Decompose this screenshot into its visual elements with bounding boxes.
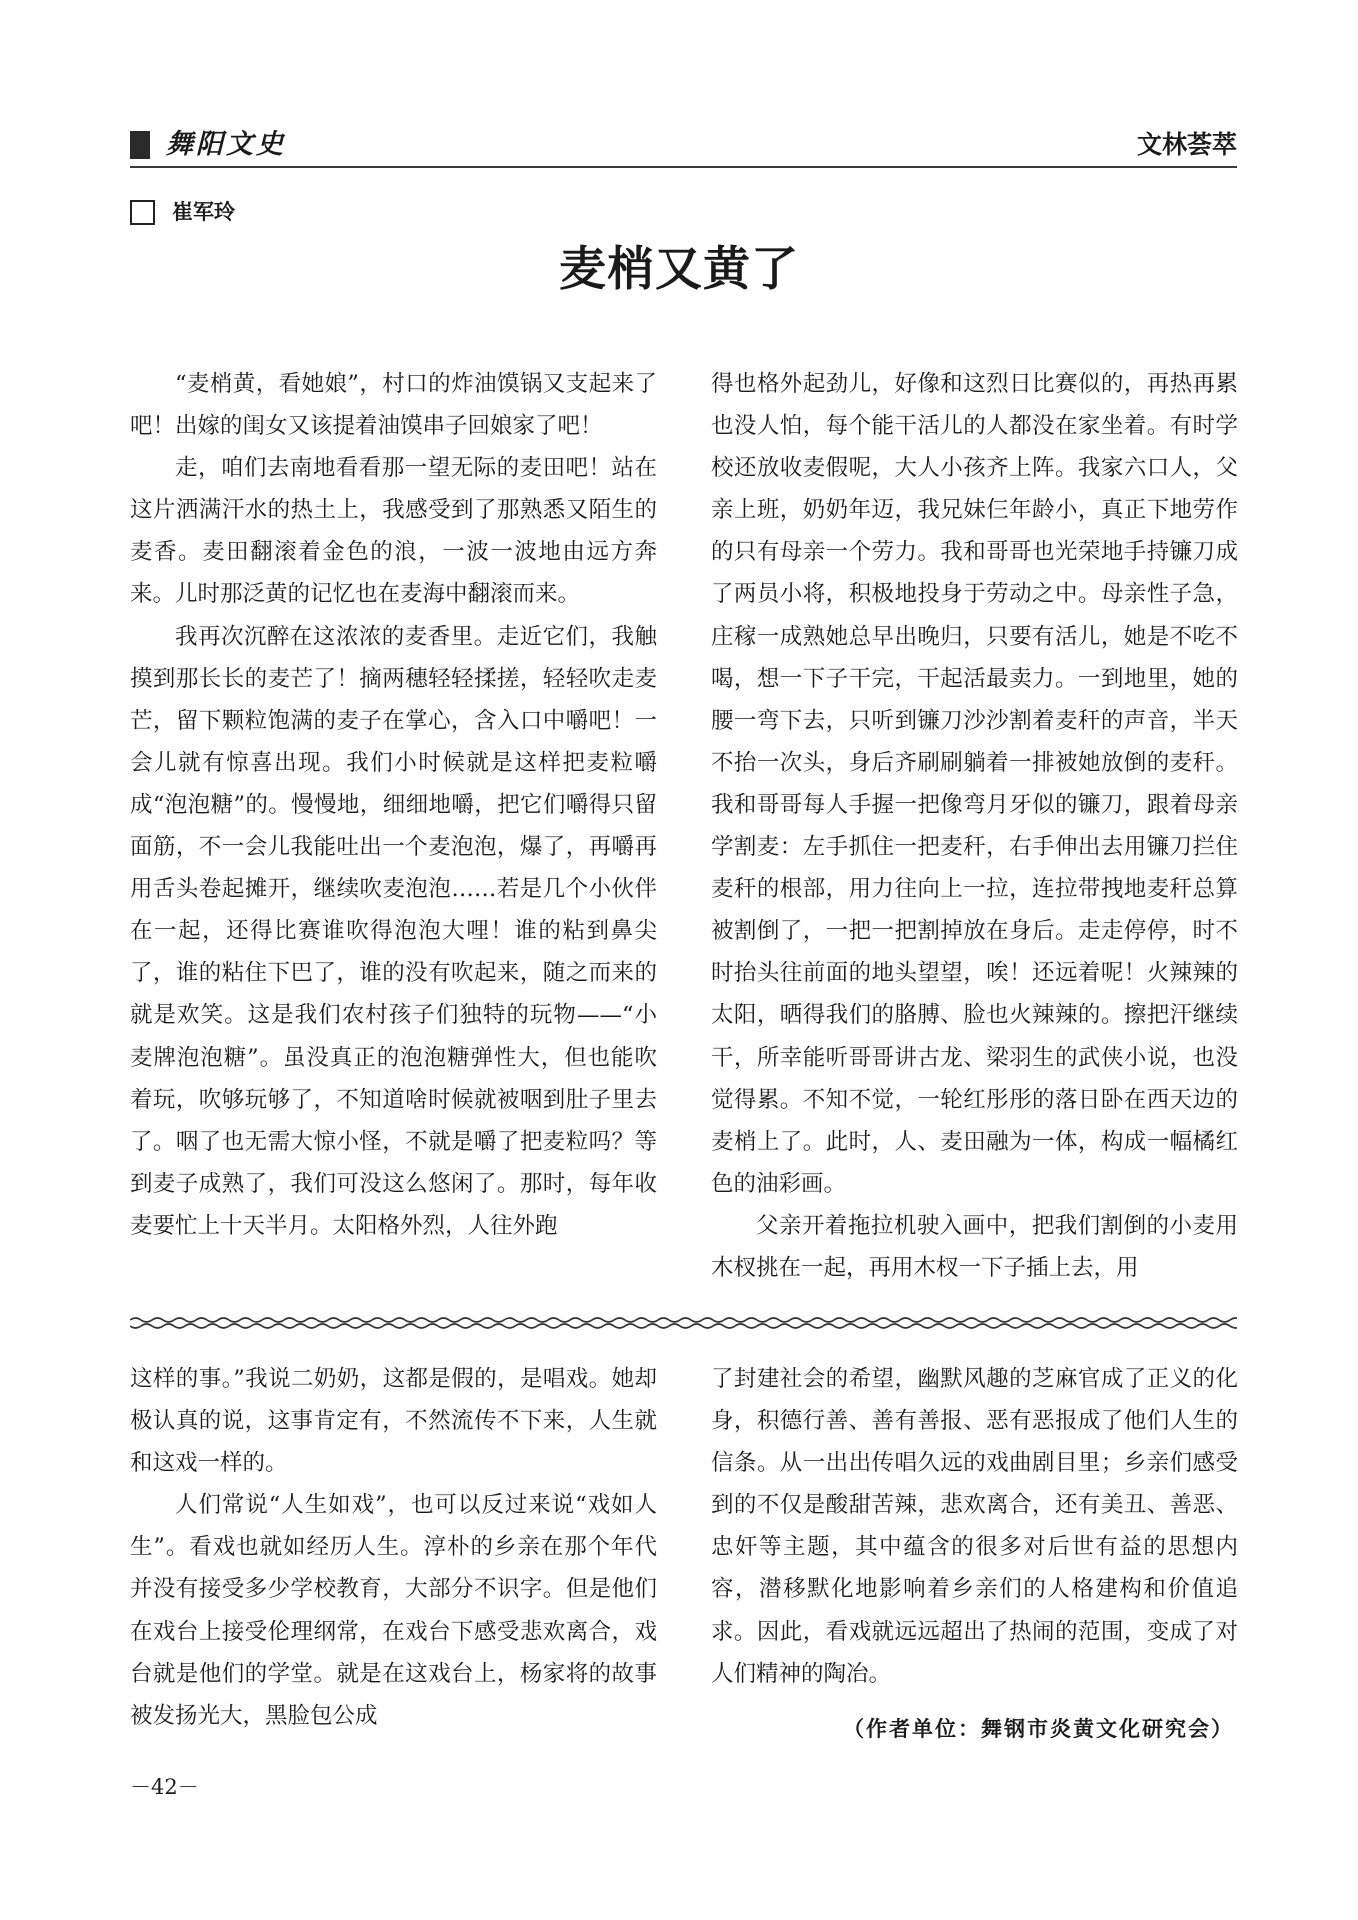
author-affiliation: （作者单位：舞钢市炎黄文化研究会）: [843, 1716, 1234, 1741]
section-name: 文林荟萃: [1136, 130, 1237, 159]
paragraph: 走，咱们去南地看看那一望无际的麦田吧！站在这片洒满汗水的热土上，我感受到了那熟悉又陌生的麦香。麦田翻滚着金色的浪，一波一波地由远方奔来。儿时那泛黄的记忆也在麦海中翻滚而来。: [130, 455, 657, 608]
header-rule: [130, 166, 1237, 168]
paragraph: 父亲开着拖拉机驶入画中，把我们割倒的小麦用木杈挑在一起，再用木杈一下子插上去，用: [711, 1212, 1238, 1281]
paragraph: 了封建社会的希望，幽默风趣的芝麻官成了正义的化身，积德行善、善有善报、恶有恶报成了他们人生的信条。从一出出传唱久远的戏曲剧目里；乡亲们感受到的不仅是酸甜苦辣，悲欢离合，还有美丑、善恶、忠奸等主题，其中蕴含的很多对后世有益的思想内容，潜移默化地影响着乡亲们的人格建构和价值追求。因此，看戏就远远超出了热闹的范围，变成了对人们精神的陶冶。: [711, 1366, 1238, 1687]
bottom-right-column: [711, 1358, 1238, 1695]
author-name: 崔军玲: [172, 200, 235, 224]
running-header: [130, 128, 1237, 162]
paragraph: 我再次沉醉在这浓浓的麦香里。走近它们，我触摸到那长长的麦芒了！摘两穗轻轻揉搓，轻轻吹走麦芒，留下颗粒饱满的麦子在掌心，含入口中嚼吧！一会儿就有惊喜出现。我们小时候就是这样把麦粒嚼成“泡泡糖”的。慢慢地，细细地嚼，把它们嚼得只留面筋，不一会儿我能吐出一个麦泡泡，爆了，再嚼再用舌头卷起摊开，继续吹麦泡泡……若是几个小伙伴在一起，还得比赛谁吹得泡泡大哩！谁的粘到鼻尖了，谁的粘住下巴了，谁的没有吹起来，随之而来的就是欢笑。这是我们农村孩子们独特的玩物——“小麦牌泡泡糖”。虽没真正的泡泡糖弹性大，但也能吹着玩，吹够玩够了，不知道啥时候就被咽到肚子里去了。咽了也无需大惊小怪，不就是嚼了把麦粒吗？等到麦子成熟了，我们可没这么悠闲了。那时，每年收麦要忙上十天半月。太阳格外烈，人往外跑: [130, 623, 657, 1239]
page-number: －42－: [130, 1775, 199, 1799]
article-title: 麦梢又黄了: [559, 242, 799, 297]
header-square-mark: [130, 131, 150, 159]
paragraph: “麦梢黄，看她娘”，村口的炸油馍锅又支起来了吧！出嫁的闺女又该提着油馍串子回娘家了吧！: [130, 371, 657, 440]
bottom-left-column: [130, 1358, 657, 1737]
byline-box-mark: [130, 200, 155, 225]
paragraph: 这样的事。”我说二奶奶，这都是假的，是唱戏。她却极认真的说，这事肯定有，不然流传不下来，人生就和这戏一样的。: [130, 1366, 657, 1477]
top-right-column: [711, 363, 1238, 1289]
wavy-divider: [130, 1314, 1237, 1332]
paragraph: 人们常说“人生如戏”，也可以反过来说“戏如人生”。看戏也就如经历人生。淳朴的乡亲在那个年代并没有接受多少学校教育，大部分不识字。但是他们在戏台上接受伦理纲常，在戏台下感受悲欢离合，戏台就是他们的学堂。就是在这戏台上，杨家将的故事被发扬光大，黑脸包公成: [130, 1492, 657, 1729]
top-left-column: [130, 363, 657, 1247]
paragraph: 得也格外起劲儿，好像和这烈日比赛似的，再热再累也没人怕，每个能干活儿的人都没在家坐着。有时学校还放收麦假呢，大人小孩齐上阵。我家六口人，父亲上班，奶奶年迈，我兄妹仨年龄小，真正下地劳作的只有母亲一个劳力。我和哥哥也光荣地手持镰刀成了两员小将，积极地投身于劳动之中。母亲性子急，庄稼一成熟她总早出晚归，只要有活儿，她是不吃不喝，想一下子干完，干起活最卖力。一到地里，她的腰一弯下去，只听到镰刀沙沙割着麦秆的声音，半天不抬一次头，身后齐刷刷躺着一排被她放倒的麦秆。我和哥哥每人手握一把像弯月牙似的镰刀，跟着母亲学割麦：左手抓住一把麦秆，右手伸出去用镰刀拦住麦秆的根部，用力往向上一拉，连拉带拽地麦秆总算被割倒了，一把一把割掉放在身后。走走停停，时不时抬头往前面的地头望望，唉！还远着呢！火辣辣的太阳，晒得我们的胳膊、脸也火辣辣的。擦把汗继续干，所幸能听哥哥讲古龙、梁羽生的武侠小说，也没觉得累。不知不觉，一轮红彤彤的落日卧在西天边的麦梢上了。此时，人、麦田融为一体，构成一幅橘红色的油彩画。: [711, 371, 1238, 1197]
journal-name: 舞阳文史: [166, 129, 286, 160]
